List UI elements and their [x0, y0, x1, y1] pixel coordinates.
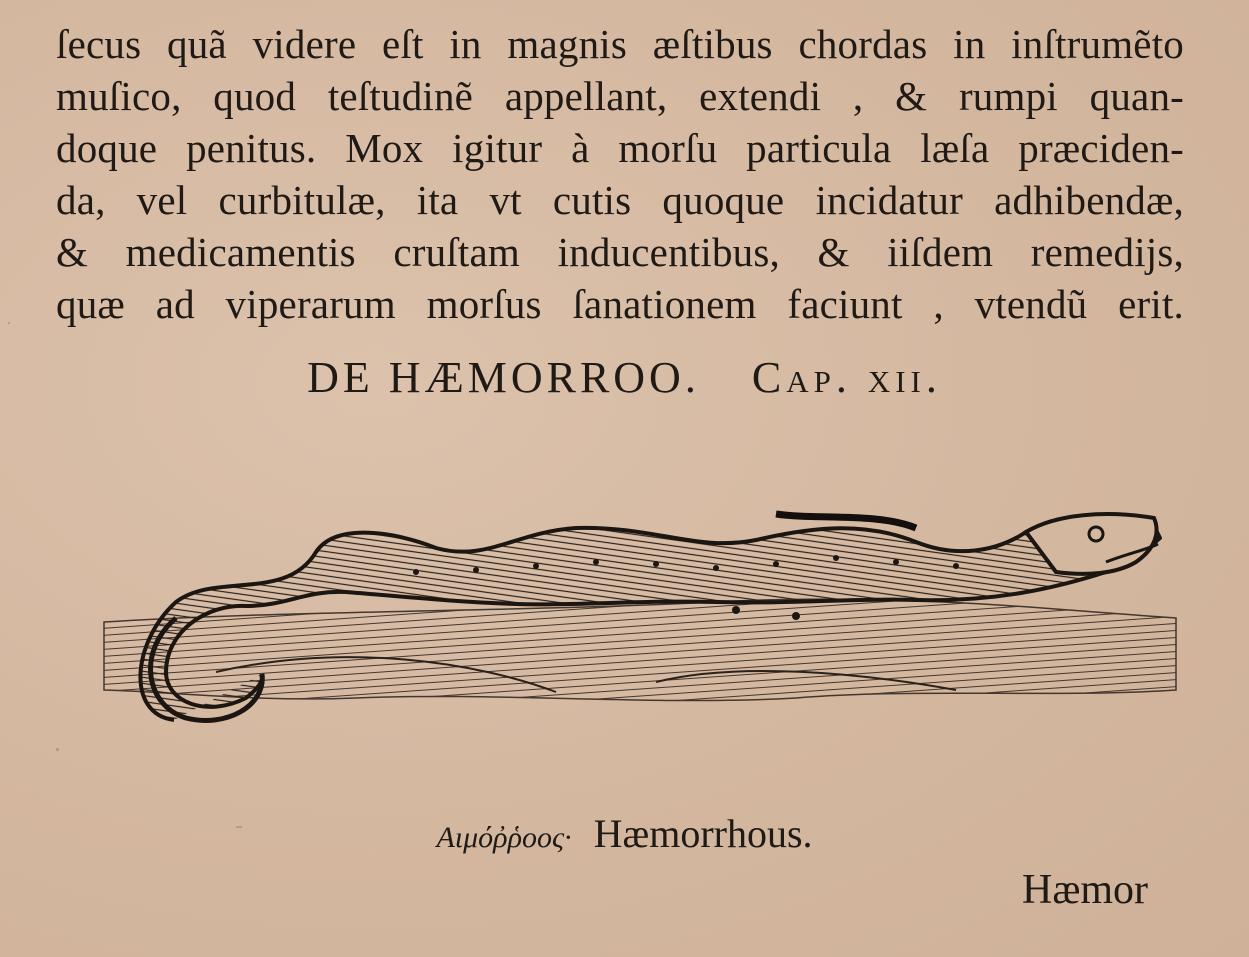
- text-line: quæ ad viperarum morſus ſanationem faciunt , vtendũ erit.: [56, 281, 1184, 327]
- chapter-title: DE HÆMORROO.: [307, 353, 700, 402]
- text-line: da, vel curbitulæ, ita vt cutis quoque incidatur adhibendæ,: [56, 177, 1184, 223]
- paper-speck: [8, 322, 10, 324]
- paper-speck: [236, 826, 242, 828]
- caption-latin-name: Hæmorrhous.: [593, 811, 813, 856]
- text-line: doque penitus. Mox igitur à morſu particula læſa præciden-: [56, 125, 1184, 171]
- chapter-number: Cap. xii.: [751, 353, 942, 402]
- figure-caption: [0, 810, 1249, 857]
- chapter-heading: [0, 352, 1249, 403]
- caption-greek-name: Αιμόῤῥοος·: [436, 821, 572, 854]
- serpent-woodcut-illustration: [96, 492, 1182, 732]
- catchword: Hæmor: [1022, 867, 1148, 913]
- text-line: & medicamentis cruſtam inducentibus, & iiſdem remedijs,: [56, 229, 1184, 275]
- text-line: ſecus quã videre eſt in magnis æſtibus chordas in inſtrumẽto: [56, 21, 1184, 67]
- paper-speck: [56, 748, 59, 751]
- text-line: muſico, quod teſtudinẽ appellant, extendi , & rumpi quan-: [56, 73, 1184, 119]
